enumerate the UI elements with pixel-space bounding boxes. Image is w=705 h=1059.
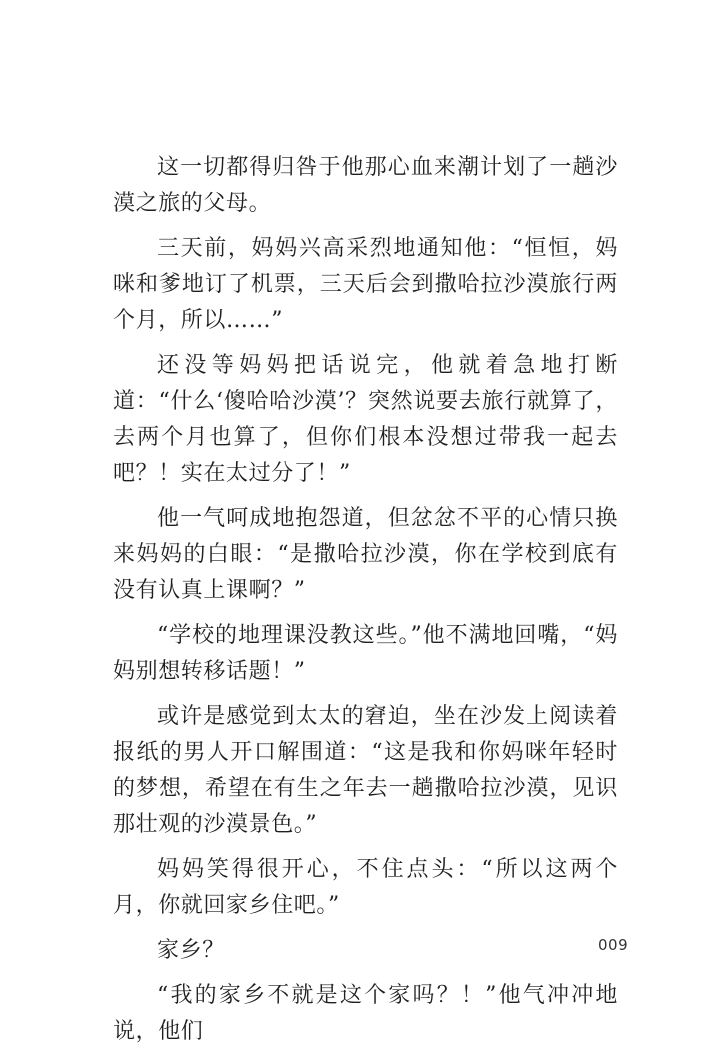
paragraph-4: 他一气呵成地抱怨道，但忿忿不平的心情只换来妈妈的白眼：“是撒哈拉沙漠，你在学校到底有没有认真上课啊？”: [113, 506, 618, 603]
paragraph-3: 还没等妈妈把话说完，他就着急地打断道：“什么‘傻哈哈沙漠’？突然说要去旅行就算了，去两个月也算了，但你们根本没想过带我一起去吧？！实在太过分了！”: [113, 353, 618, 486]
paragraph-1: 这一切都得归咎于他那心血来潮计划了一趟沙漠之旅的父母。: [113, 155, 618, 216]
paragraph-9: “我的家乡不就是这个家吗？！”他气冲冲地说，他们: [113, 983, 618, 1044]
paragraph-5: “学校的地理课没教这些。”他不满地回嘴，“妈妈别想转移话题！”: [113, 623, 618, 684]
paragraph-7: 妈妈笑得很开心，不住点头：“所以这两个月，你就回家乡住吧。”: [113, 857, 618, 918]
paragraph-8: 家乡？: [157, 938, 225, 963]
paragraph-2: 三天前，妈妈兴高采烈地通知他：“恒恒，妈咪和爹地订了机票，三天后会到撒哈拉沙漠旅行两个月，所以……”: [113, 236, 618, 333]
paragraph-6: 或许是感觉到太太的窘迫，坐在沙发上阅读着报纸的男人开口解围道：“这是我和你妈咪年轻时的梦想，希望在有生之年去一趟撒哈拉沙漠，见识那壮观的沙漠景色。”: [113, 704, 618, 837]
page-number: 009: [598, 936, 629, 954]
body-text: [113, 150, 618, 1059]
